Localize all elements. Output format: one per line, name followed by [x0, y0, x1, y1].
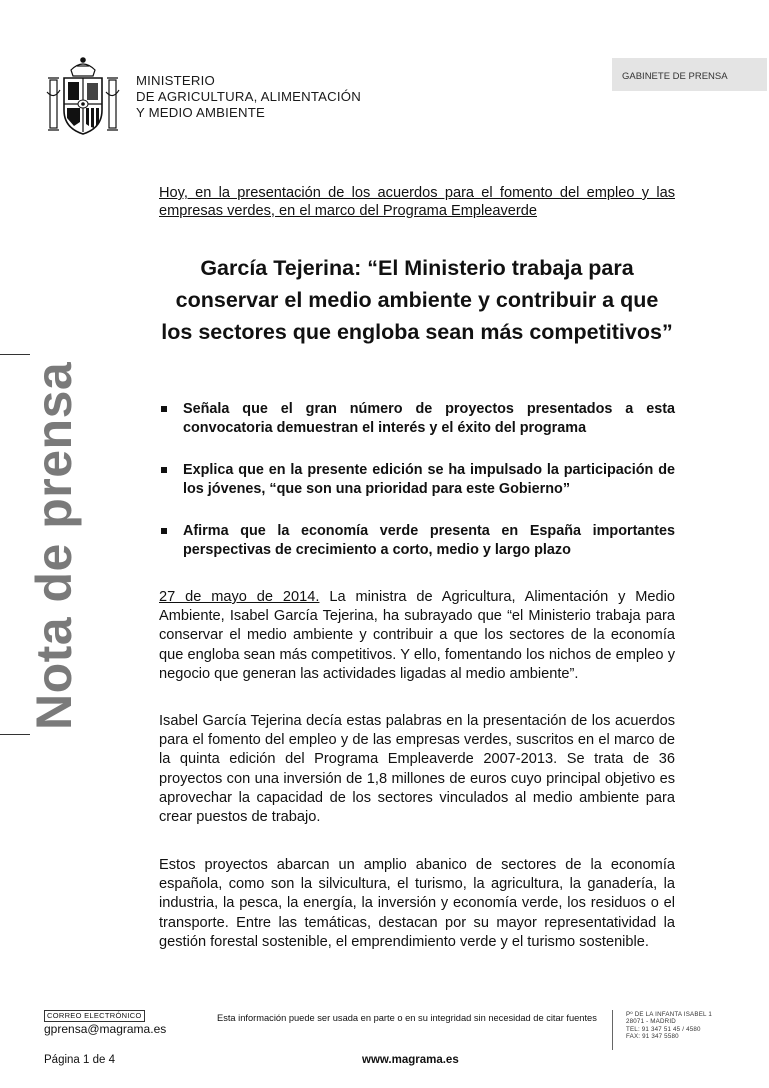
ministry-line: MINISTERIO — [136, 73, 215, 88]
list-item — [159, 400, 675, 438]
press-subtitle: Hoy, en la presentación de los acuerdos para el fomento del empleo y las empresas verdes, en el marco del Programa Empleaverde — [159, 185, 675, 219]
address-line: Pº DE LA INFANTA ISABEL 1 — [626, 1011, 713, 1018]
email-label: CORREO ELECTRÓNICO — [44, 1010, 145, 1022]
page-number: Página 1 de 4 — [44, 1054, 115, 1066]
email-link[interactable]: gprensa@magrama.es — [44, 1022, 167, 1036]
square-bullet-icon — [161, 406, 167, 412]
square-bullet-icon — [161, 528, 167, 534]
body-paragraph: Estos proyectos abarcan un amplio abanico de sectores de la economía española, como son la silvicultura, el turismo, la agricultura, la ganadería, la industria, la pesca, la energía, la inversión y economía verde, los residuos o el transporte. Entre las temáticas, destacan por su mayor representatividad la gestión forestal sostenible, el emprendimiento verde y el turismo sostenible. — [159, 857, 675, 950]
bullet-text: Señala que el gran número de proyectos presentados a esta convocatoria demuestran el interés y el éxito del programa — [183, 401, 675, 436]
press-headline: García Tejerina: “El Ministerio trabaja para conservar el medio ambiente y contribuir a que los sectores que engloba sean más competitivos” — [161, 256, 673, 344]
address-block — [626, 1011, 712, 1041]
square-bullet-icon — [161, 467, 167, 473]
side-title: Nota de prensa — [26, 361, 82, 730]
website-link[interactable]: www.magrama.es — [362, 1054, 459, 1066]
body-paragraph — [159, 588, 675, 684]
bullet-text: Explica que en la presente edición se ha impulsado la participación de los jóvenes, “que son una prioridad para este Gobierno” — [183, 462, 675, 497]
address-line: FAX: 91 347 5580 — [626, 1033, 679, 1041]
side-divider-bottom — [0, 734, 30, 735]
list-item — [159, 461, 675, 499]
address-line: TEL: 91 347 51 45 / 4580 — [626, 1025, 701, 1033]
footer-divider — [612, 1010, 613, 1050]
list-item — [159, 522, 675, 560]
address-line: 28071 - MADRID — [626, 1018, 676, 1026]
body-paragraph: Isabel García Tejerina decía estas palabras en la presentación de los acuerdos para el fomento del empleo y de las empresas verdes, suscritos en el marco de la quinta edición del Programa Empleaverde 2007-2013. Se trata de 36 proyectos con una inversión de 1,8 millones de euros cuyo principal objetivo es aprovechar la capacidad de los sectores vinculados al medio ambiente para crear puestos de trabajo. — [159, 713, 675, 826]
highlights-list — [159, 400, 675, 583]
coat-of-arms-logo — [44, 54, 122, 140]
gabinete-label: GABINETE DE PRENSA — [612, 58, 767, 91]
bullet-text: Afirma que la economía verde presenta en España importantes perspectivas de crecimiento a corto, medio y largo plazo — [183, 523, 675, 558]
paragraph-text: La ministra de Agricultura, Alimentación y Medio Ambiente, Isabel García Tejerina, ha subrayado que “el Ministerio trabaja para conservar el medio ambiente y contribuir a que los sectores de la economía que engloba sean más competitivos. Y ello, fomentando los nichos de empleo y negocio que generan las actividades ligadas al medio ambiente”. — [159, 589, 675, 682]
usage-note: Esta información puede ser usada en parte o en su integridad sin necesidad de citar fuentes — [217, 1013, 597, 1023]
ministry-line: DE AGRICULTURA, ALIMENTACIÓN — [136, 89, 361, 104]
press-date: 27 de mayo de 2014. — [159, 589, 320, 605]
side-divider-top — [0, 354, 30, 355]
ministry-name — [136, 73, 361, 121]
ministry-line: Y MEDIO AMBIENTE — [136, 105, 265, 120]
